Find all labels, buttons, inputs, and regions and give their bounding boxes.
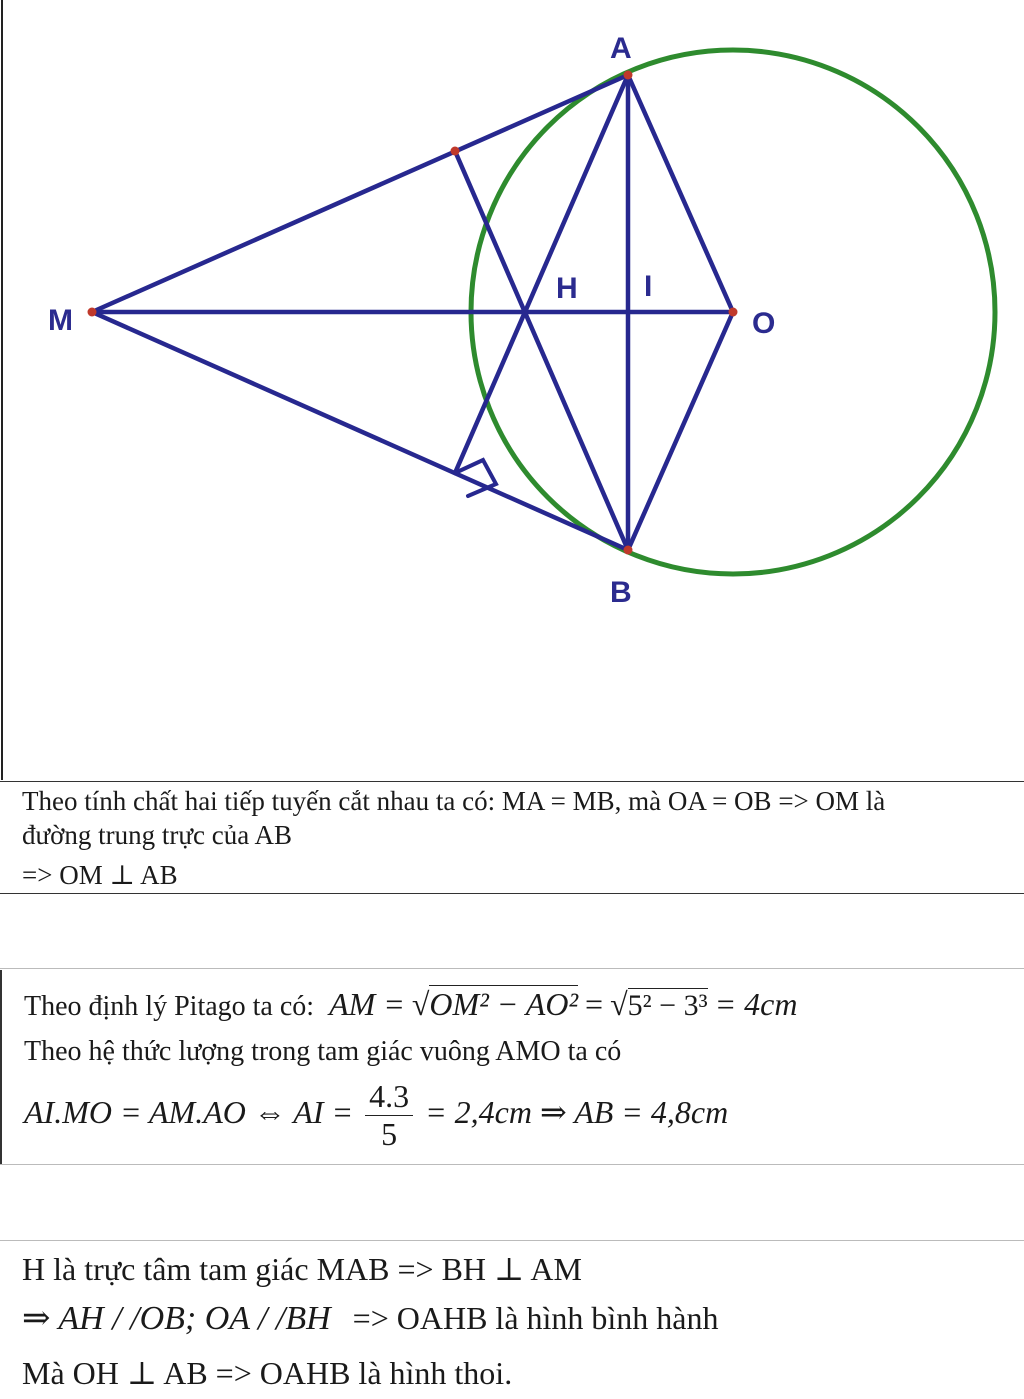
pitago-result: = 4cm <box>714 986 798 1022</box>
sqrt-sign-1: √ <box>411 986 430 1022</box>
parallel-math: ⇒ AH / /OB; OA / /BH <box>22 1300 331 1337</box>
section2-line1 <box>24 986 797 1023</box>
point-m <box>88 308 97 317</box>
fraction <box>365 1078 413 1153</box>
sqrt-sign-2: √ <box>610 986 628 1022</box>
parallelogram-text: => OAHB là hình bình hành <box>352 1300 719 1336</box>
segment-ma <box>92 75 628 312</box>
section3-line3: Mà OH ⊥ AB => OAHB là hình thoi. <box>22 1355 513 1391</box>
section1-line2: đường trung trực của AB <box>22 820 292 850</box>
section3-line1: H là trực tâm tam giác MAB => BH ⊥ AM <box>22 1251 582 1287</box>
section1-line3: => OM ⊥ AB <box>22 860 178 890</box>
section1 <box>0 782 1024 894</box>
section1-bottom-rule <box>0 893 1024 894</box>
formula-left: AI.MO = AM.AO ⇔ AI = <box>24 1093 354 1130</box>
section3-top-rule <box>0 1240 1024 1241</box>
label-o: O <box>752 307 776 340</box>
formula-right: = 2,4cm ⇒ AB = 4,8cm <box>425 1093 729 1130</box>
point-b <box>624 546 633 555</box>
pitago-prefix: Theo định lý Pitago ta có: <box>24 991 315 1022</box>
pitago-sqrt2: 5² − 3³ <box>627 989 708 1022</box>
fraction-numerator: 4.3 <box>365 1078 413 1116</box>
label-i: I <box>644 270 653 303</box>
section2-line3 <box>24 1078 728 1153</box>
label-b: B <box>610 576 632 609</box>
section1-line1: Theo tính chất hai tiếp tuyến cắt nhau ta có: MA = MB, mà OA = OB => OM là <box>22 786 886 816</box>
pitago-am: AM = <box>329 986 405 1022</box>
section2-line2: Theo hệ thức lượng trong tam giác vuông AMO ta có <box>24 1036 622 1067</box>
label-h: H <box>556 272 578 305</box>
point-a <box>624 71 633 80</box>
pitago-sqrt1: OM² − AO² <box>429 986 579 1022</box>
section3-line2 <box>22 1298 719 1338</box>
pitago-eq: = <box>585 986 604 1022</box>
section3 <box>0 1242 1024 1399</box>
section2 <box>0 970 1024 1164</box>
section2-bottom-rule <box>0 1164 1024 1165</box>
fraction-denominator: 5 <box>381 1116 398 1152</box>
label-m: M <box>48 304 73 337</box>
section2-top-rule <box>0 968 1024 969</box>
segment-bo <box>628 312 733 550</box>
segment-mb <box>92 312 628 550</box>
point-foot <box>451 147 460 156</box>
point-o <box>729 308 738 317</box>
label-a: A <box>610 32 632 65</box>
